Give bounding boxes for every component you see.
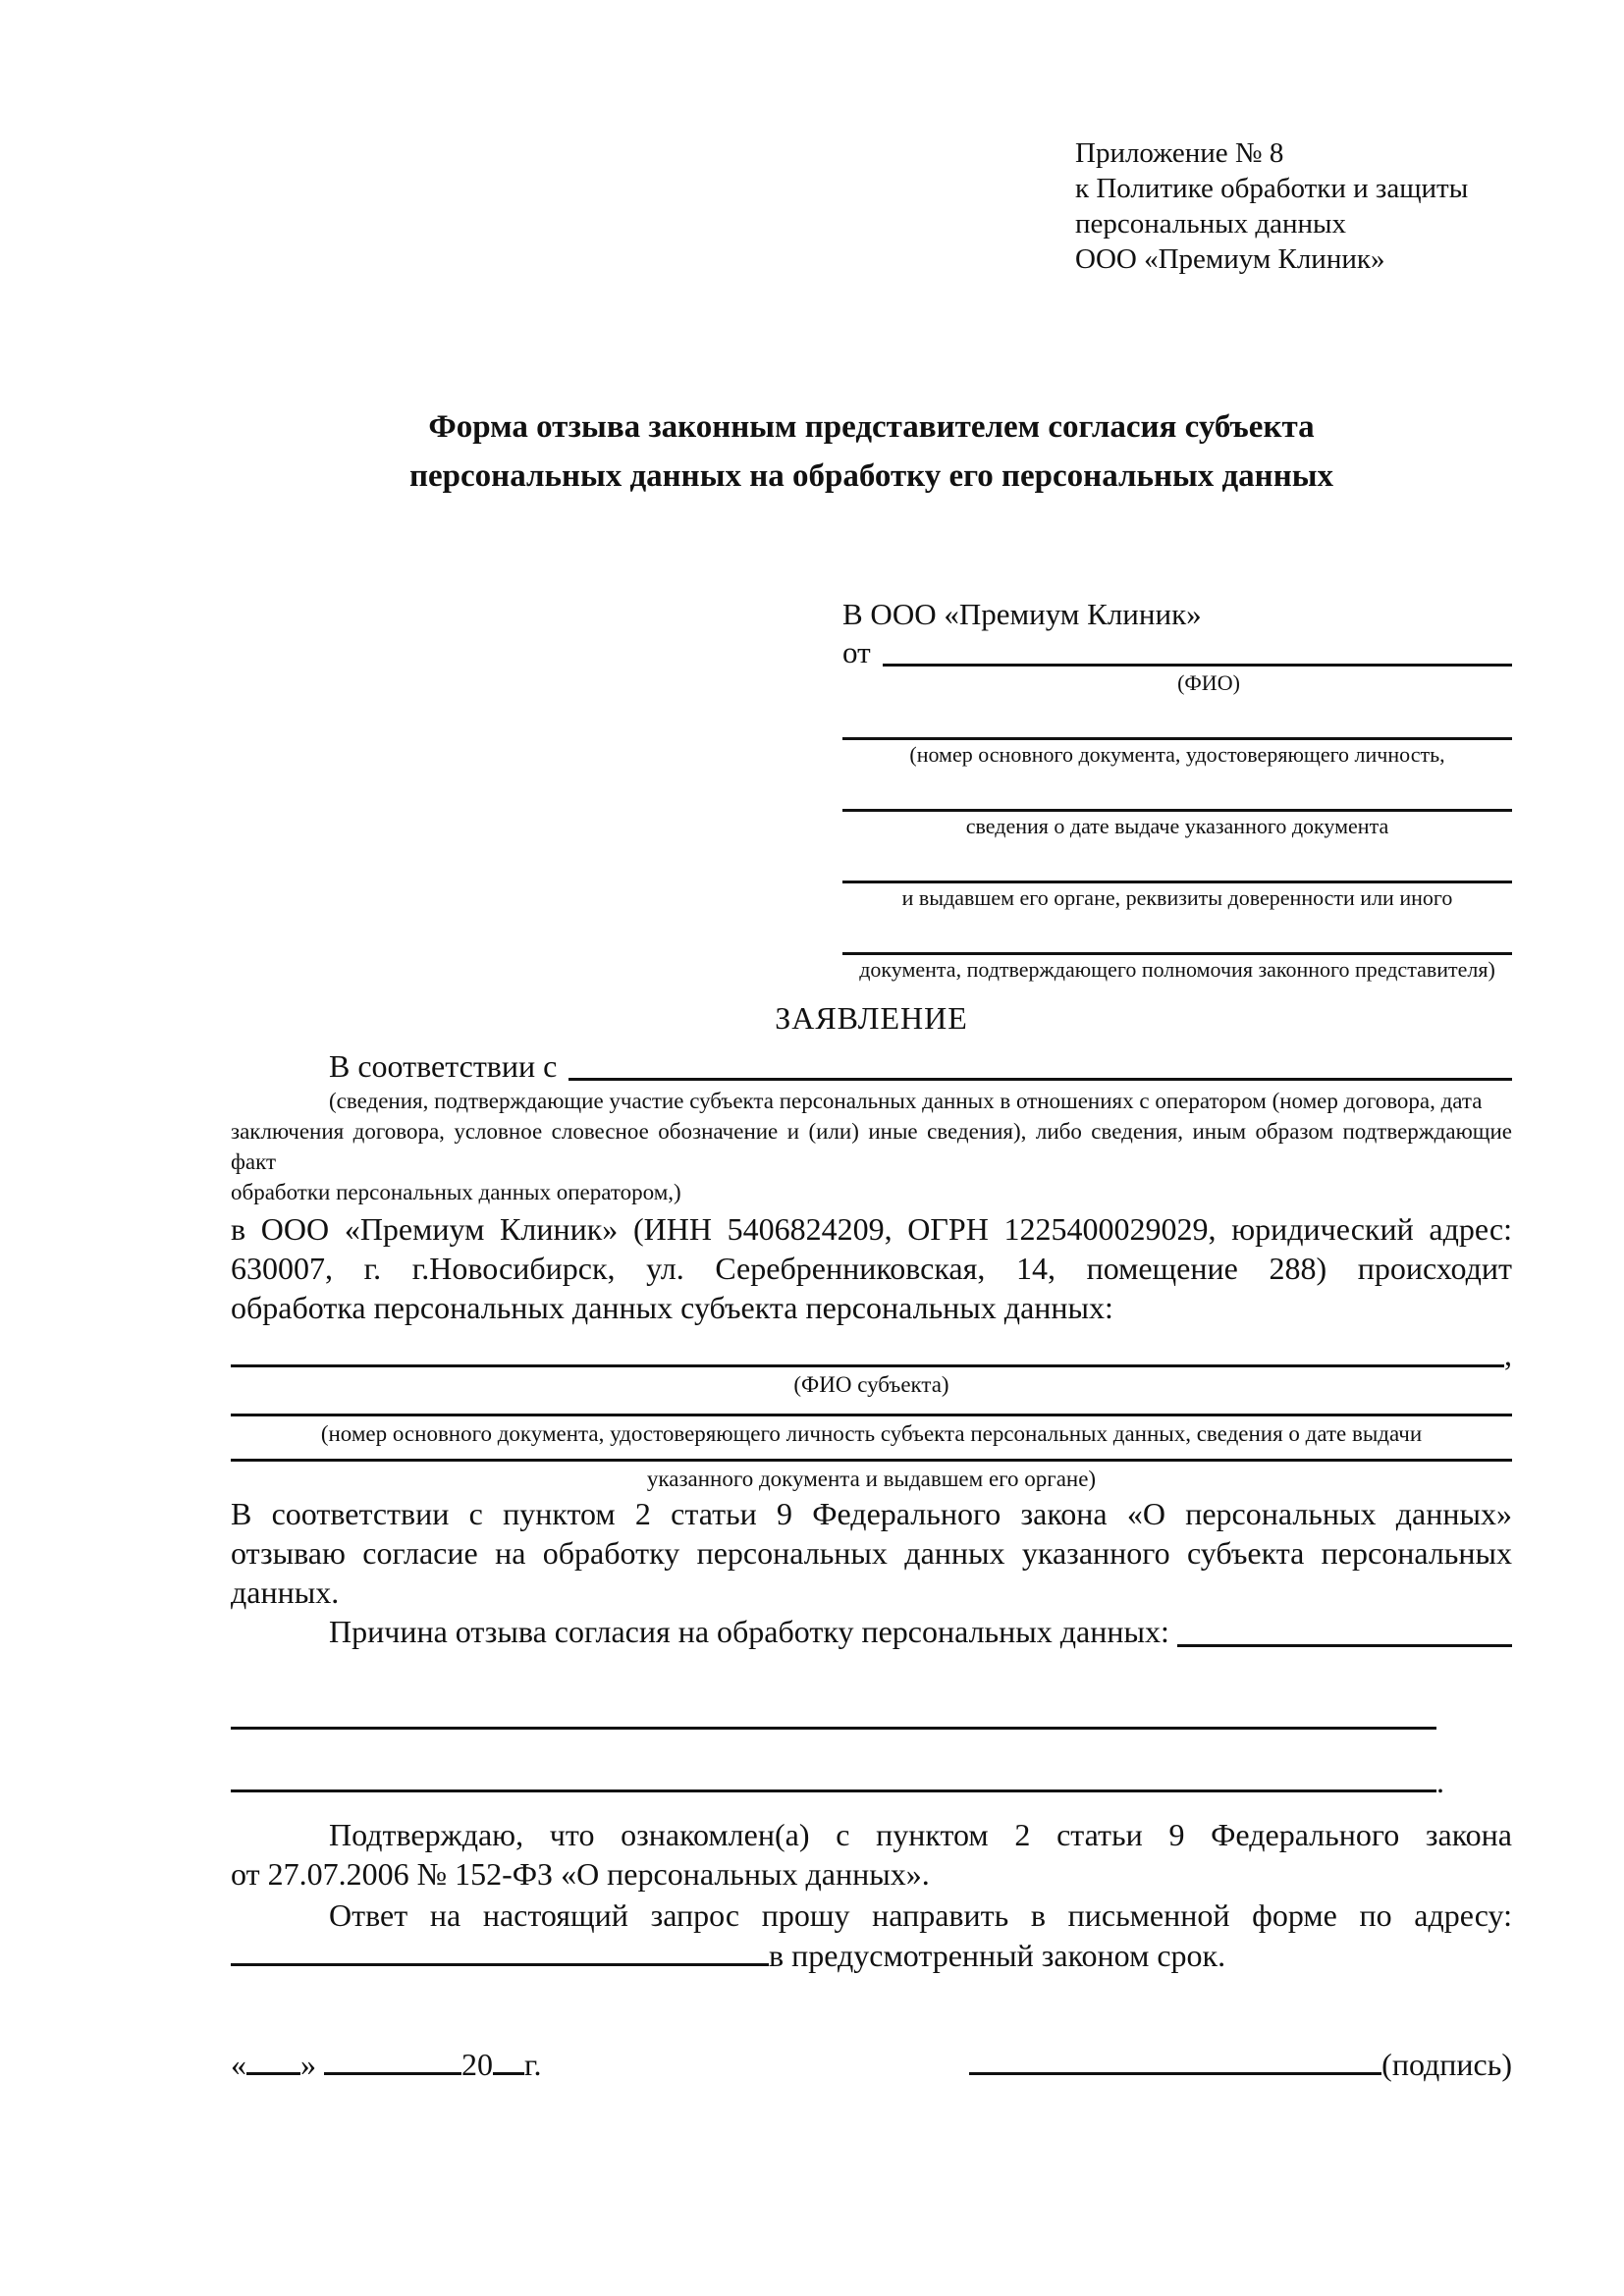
- reply-tail-text: в предусмотренный законом срок.: [769, 1938, 1226, 1973]
- spacer: [871, 634, 883, 671]
- fine-print-line: обработки персональных данных оператором,): [231, 1180, 681, 1204]
- document-title-line: персональных данных на обработку его персональных данных: [409, 458, 1333, 494]
- confirm-paragraph-line: от 27.07.2006 № 152-ФЗ «О персональных данных».: [231, 1856, 930, 1892]
- field-caption: документа, подтверждающего полномочия законного представителя): [859, 957, 1495, 982]
- date-year-blank: [493, 2070, 524, 2075]
- date-day-blank: [246, 2070, 300, 2075]
- power-of-attorney-blank-line: [842, 920, 1512, 955]
- issue-date-blank-line: [842, 776, 1512, 812]
- fine-print-line: (сведения, подтверждающие участие субъекта персональных данных в отношениях с оператором (номер договора, дата: [329, 1089, 1483, 1113]
- subject-doc-row2: [231, 1459, 1512, 1467]
- fine-print-note: [231, 1086, 1512, 1207]
- reason-blank-line: [1177, 1612, 1512, 1647]
- annex-note-line: персональных данных: [1075, 208, 1347, 240]
- withdraw-paragraph-line: В соответствии с пунктом 2 статьи 9 Федерального закона «О персональных данных»: [231, 1496, 1512, 1531]
- annex-note: [1075, 135, 1512, 277]
- representative-doc-field: [842, 920, 1512, 991]
- representative-doc-field: [842, 705, 1512, 776]
- subject-fio-blank-line: [231, 1337, 1504, 1367]
- operator-paragraph-line: 630007, г. г.Новосибирск, ул. Серебренниковская, 14, помещение 288) происходит: [231, 1251, 1512, 1286]
- fio-blank-line: [883, 634, 1512, 667]
- field-caption: (номер основного документа, удостоверяющего личность,: [909, 742, 1445, 767]
- subject-doc-caption2: указанного документа и выдавшем его органе): [646, 1467, 1097, 1491]
- operator-paragraph-line: обработка персональных данных субъекта персональных данных:: [231, 1290, 1113, 1325]
- withdraw-paragraph-line: данных.: [231, 1575, 340, 1610]
- issuing-authority-blank-line: [842, 848, 1512, 883]
- addressee-organization: В ООО «Премиум Клиник»: [842, 597, 1202, 631]
- accordance-label: В соответствии с: [329, 1048, 558, 1084]
- annex-note-line: Приложение № 8: [1075, 137, 1284, 169]
- field-caption: и выдавшем его органе, реквизиты доверенности или иного: [901, 885, 1453, 910]
- representative-doc-field: [842, 776, 1512, 848]
- annex-note-line: ООО «Премиум Клиник»: [1075, 243, 1385, 275]
- document-title: [231, 402, 1512, 501]
- subject-doc-blank-line: [231, 1414, 1512, 1416]
- trailing-period: .: [1436, 1764, 1444, 1799]
- signature-caption: (подпись): [1381, 2047, 1512, 2082]
- fine-print-line: заключения договора, условное словесное обозначение и (или) иные сведения), либо сведения, иным образом подтверждающие факт: [231, 1119, 1512, 1174]
- withdraw-paragraph-line: отзываю согласие на обработку персональных данных указанного субъекта персональных: [231, 1535, 1512, 1571]
- reason-blank-rule: [231, 1725, 1436, 1730]
- close-quote: »: [300, 2047, 316, 2082]
- confirm-paragraph: [231, 1815, 1512, 1894]
- reason-label: Причина отзыва согласия на обработку персональных данных:: [329, 1614, 1169, 1649]
- trailing-comma: ,: [1504, 1337, 1512, 1372]
- fio-caption: (ФИО): [1177, 670, 1240, 695]
- reason-blank-rule: [231, 1788, 1436, 1792]
- accordance-row: [231, 1046, 1512, 1086]
- accordance-blank-line: [568, 1046, 1512, 1081]
- withdraw-paragraph: [231, 1494, 1512, 1612]
- signature-row: [231, 2045, 1512, 2084]
- from-row: [842, 634, 1512, 671]
- spacer: [557, 1046, 568, 1086]
- addressee-block: [842, 595, 1512, 991]
- reply-address-row: [231, 1936, 1512, 1976]
- document-title-line: Форма отзыва законным представителем согласия субъекта: [428, 409, 1315, 445]
- subject-fio-row: [231, 1337, 1512, 1372]
- signature-field: [969, 2045, 1512, 2084]
- year-prefix: 20: [461, 2047, 493, 2082]
- reply-address-blank-line: [231, 1961, 769, 1966]
- reply-paragraph: Ответ на настоящий запрос прошу направить в письменной форме по адресу:: [329, 1897, 1512, 1933]
- subject-doc-row: [231, 1414, 1512, 1421]
- operator-paragraph: [231, 1209, 1512, 1327]
- from-label: от: [842, 635, 871, 669]
- field-caption: сведения о дате выдаче указанного документа: [965, 814, 1389, 838]
- confirm-paragraph-line: Подтверждаю, что ознакомлен(а) с пунктом 2 статьи 9 Федерального закона: [329, 1817, 1512, 1852]
- subject-fio-caption: (ФИО субъекта): [793, 1372, 949, 1397]
- subject-doc-caption: (номер основного документа, удостоверяющего личность субъекта персональных данных, сведения о дате выдачи: [320, 1421, 1423, 1446]
- doc-number-blank-line: [842, 705, 1512, 740]
- date-month-blank: [324, 2070, 461, 2075]
- representative-doc-field: [842, 848, 1512, 920]
- reason-rule-row: [231, 1701, 1512, 1736]
- subject-doc-blank-line2: [231, 1459, 1512, 1462]
- reason-rule-row: [231, 1764, 1512, 1799]
- statement-heading: ЗАЯВЛЕНИЕ: [775, 1000, 968, 1036]
- year-suffix: г.: [524, 2047, 542, 2082]
- open-quote: «: [231, 2047, 246, 2082]
- date-field: [231, 2045, 542, 2084]
- signature-blank-line: [969, 2070, 1381, 2075]
- operator-paragraph-line: в ООО «Премиум Клиник» (ИНН 5406824209, ОГРН 1225400029029, юридический адрес:: [231, 1211, 1512, 1247]
- reason-row: [231, 1612, 1512, 1652]
- annex-note-line: к Политике обработки и защиты: [1075, 173, 1469, 204]
